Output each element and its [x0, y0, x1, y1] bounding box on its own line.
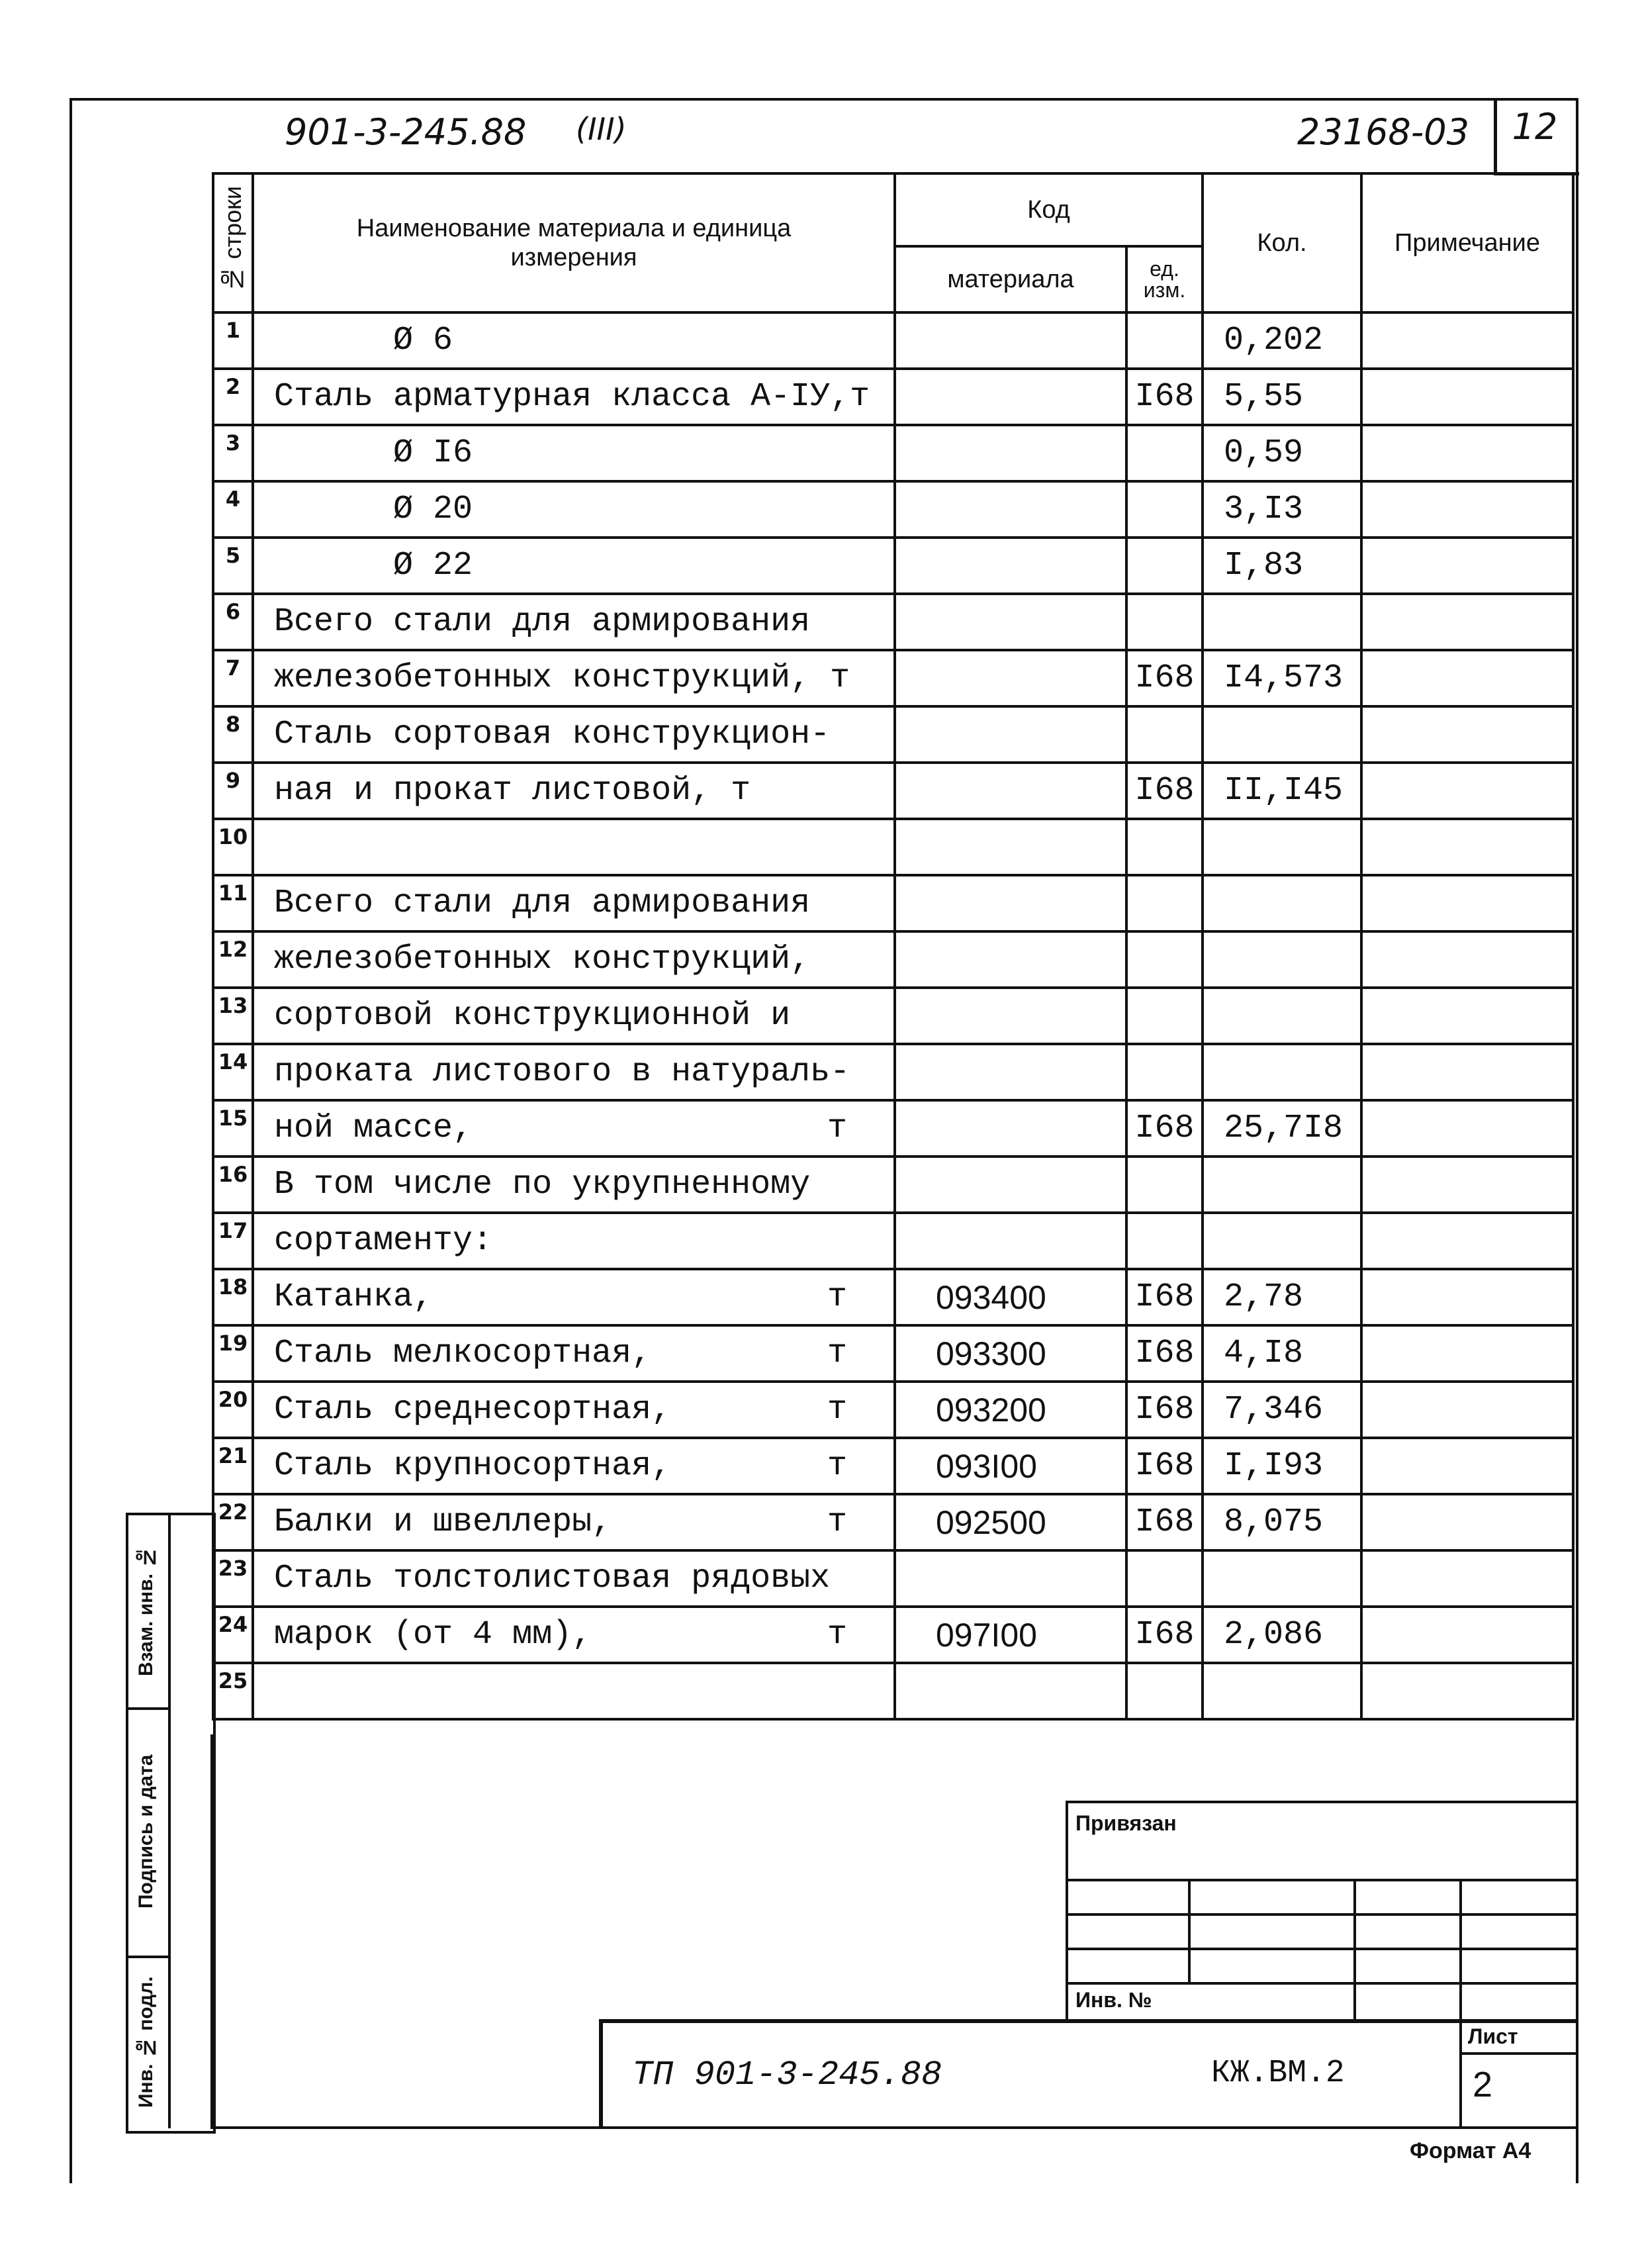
- table-row: [213, 1663, 1573, 1719]
- quantity: 0,202: [1203, 312, 1361, 369]
- material-code: [895, 1044, 1126, 1100]
- unit-code: [1126, 819, 1203, 875]
- table-row: [213, 594, 1573, 650]
- note: [1361, 650, 1573, 706]
- material-name: Ø 22: [393, 547, 473, 585]
- material-name-cell: [253, 1100, 895, 1157]
- table-row: [213, 988, 1573, 1044]
- row-number: 17: [213, 1213, 253, 1269]
- unit-code: I68: [1126, 1100, 1203, 1157]
- material-name-cell: [253, 1550, 895, 1607]
- material-name: ной массе,: [274, 1110, 473, 1147]
- material-code: [895, 763, 1126, 819]
- quantity: I,83: [1203, 538, 1361, 594]
- material-unit-suffix: т: [827, 1616, 847, 1654]
- note: [1361, 763, 1573, 819]
- material-name: марок (от 4 мм),: [274, 1616, 592, 1654]
- frame-left-border: [69, 98, 72, 2183]
- material-name: Ø I6: [393, 434, 473, 472]
- page-number: 12: [1512, 106, 1558, 148]
- material-name-cell: [253, 875, 895, 931]
- row-number: 7: [213, 650, 253, 706]
- table-row: [213, 1607, 1573, 1663]
- inv-label: Инв. №: [1075, 1988, 1152, 2012]
- material-name: сортаменту:: [274, 1222, 493, 1260]
- header-material-name: Наименование материала и единица измерения: [253, 173, 895, 312]
- material-code: 093300: [895, 1325, 1126, 1382]
- material-name: ная и прокат листовой, т: [274, 772, 751, 810]
- row-number: 11: [213, 875, 253, 931]
- material-name-cell: [253, 1213, 895, 1269]
- header-note: Примечание: [1361, 173, 1573, 312]
- material-name-cell: [253, 988, 895, 1044]
- quantity: [1203, 931, 1361, 988]
- material-code: [895, 312, 1126, 369]
- material-code: [895, 819, 1126, 875]
- format-label: Формат А4: [1410, 2138, 1531, 2163]
- archive-number: 23168-03: [1297, 111, 1469, 153]
- attached-div-3: [1459, 1879, 1462, 2126]
- unit-code: [1126, 312, 1203, 369]
- material-code: 097I00: [895, 1607, 1126, 1663]
- volume-mark: (III): [576, 111, 627, 147]
- material-name: Всего стали для армирования: [274, 603, 811, 641]
- table-row: [213, 481, 1573, 538]
- material-name-cell: [253, 1044, 895, 1100]
- material-name-cell: [253, 1494, 895, 1550]
- material-unit-suffix: т: [827, 1110, 847, 1147]
- attached-line-3: [1066, 1948, 1577, 1950]
- table-row: [213, 1044, 1573, 1100]
- material-name: Всего стали для армирования: [274, 884, 811, 922]
- note: [1361, 1663, 1573, 1719]
- quantity: [1203, 1157, 1361, 1213]
- note: [1361, 706, 1573, 763]
- row-number: 6: [213, 594, 253, 650]
- row-number: 10: [213, 819, 253, 875]
- sheet-code: КЖ.ВМ.2: [1211, 2055, 1345, 2091]
- sheet-label: Лист: [1468, 2024, 1518, 2048]
- main-stamp-left: [599, 2019, 603, 2126]
- unit-code: [1126, 1663, 1203, 1719]
- note: [1361, 1607, 1573, 1663]
- table-row: [213, 931, 1573, 988]
- frame-inner-left: [210, 1734, 213, 2128]
- material-name-cell: [253, 594, 895, 650]
- attached-line-2: [1066, 1913, 1577, 1916]
- material-code: [895, 594, 1126, 650]
- quantity: 4,I8: [1203, 1325, 1361, 1382]
- material-name-cell: [253, 1607, 895, 1663]
- attached-div-1: [1188, 1879, 1191, 1982]
- side-field-sign-date: [128, 1707, 171, 1958]
- note: [1361, 481, 1573, 538]
- material-code: 093400: [895, 1269, 1126, 1325]
- row-number: 21: [213, 1438, 253, 1494]
- material-name-cell: [253, 1269, 895, 1325]
- material-name-cell: [253, 538, 895, 594]
- quantity: [1203, 594, 1361, 650]
- material-name: Ø 6: [393, 322, 453, 359]
- unit-code: [1126, 1044, 1203, 1100]
- row-number: 15: [213, 1100, 253, 1157]
- note: [1361, 594, 1573, 650]
- unit-code: I68: [1126, 1382, 1203, 1438]
- unit-code: I68: [1126, 1494, 1203, 1550]
- row-number: 5: [213, 538, 253, 594]
- note: [1361, 1100, 1573, 1157]
- doc-code: 901-3-245.88: [285, 111, 527, 153]
- material-code: [895, 931, 1126, 988]
- quantity: II,I45: [1203, 763, 1361, 819]
- note: [1361, 1438, 1573, 1494]
- row-number: 4: [213, 481, 253, 538]
- header-code: Код: [895, 173, 1203, 246]
- material-code: [895, 875, 1126, 931]
- frame-top-border: [69, 98, 1577, 101]
- row-number: 12: [213, 931, 253, 988]
- material-name-cell: [253, 819, 895, 875]
- header-row-number: № строки: [213, 173, 253, 312]
- unit-code: I68: [1126, 1607, 1203, 1663]
- table-row: [213, 1269, 1573, 1325]
- table-row: [213, 1157, 1573, 1213]
- row-number: 16: [213, 1157, 253, 1213]
- unit-code: [1126, 706, 1203, 763]
- material-name: Сталь мелкосортная,: [274, 1335, 652, 1372]
- table-row: [213, 369, 1573, 425]
- side-field-orig-inv: [128, 1956, 171, 2128]
- unit-code: I68: [1126, 763, 1203, 819]
- quantity: [1203, 706, 1361, 763]
- unit-code: [1126, 988, 1203, 1044]
- row-number: 22: [213, 1494, 253, 1550]
- side-stamp: [126, 1513, 216, 2134]
- table-row: [213, 706, 1573, 763]
- note: [1361, 1044, 1573, 1100]
- table-row: [213, 538, 1573, 594]
- header-code-unit: ед. изм.: [1126, 246, 1203, 312]
- quantity: 2,78: [1203, 1269, 1361, 1325]
- sheet-box-divider: [1459, 2052, 1577, 2055]
- note: [1361, 1157, 1573, 1213]
- header-quantity: Кол.: [1203, 173, 1361, 312]
- quantity: [1203, 988, 1361, 1044]
- quantity: [1203, 819, 1361, 875]
- material-code: 093I00: [895, 1438, 1126, 1494]
- material-unit-suffix: т: [827, 1335, 847, 1372]
- row-number: 13: [213, 988, 253, 1044]
- material-code: 092500: [895, 1494, 1126, 1550]
- side-label-orig-inv: Инв. № подл.: [135, 1976, 157, 2108]
- side-label-sign-date: Подпись и дата: [135, 1754, 157, 1909]
- material-code: [895, 425, 1126, 481]
- quantity: 2,086: [1203, 1607, 1361, 1663]
- unit-code: [1126, 1157, 1203, 1213]
- material-name: Ø 20: [393, 491, 473, 528]
- quantity: [1203, 1213, 1361, 1269]
- row-number: 25: [213, 1663, 253, 1719]
- material-name-cell: [253, 1438, 895, 1494]
- table-row: [213, 312, 1573, 369]
- material-name-cell: [253, 1325, 895, 1382]
- note: [1361, 369, 1573, 425]
- unit-code: [1126, 538, 1203, 594]
- unit-code: I68: [1126, 1325, 1203, 1382]
- materials-table-body: [213, 312, 1573, 1719]
- material-name: сортовой конструкционной и: [274, 997, 791, 1035]
- material-code: [895, 988, 1126, 1044]
- unit-code: [1126, 425, 1203, 481]
- quantity: [1203, 1044, 1361, 1100]
- material-name: В том числе по укрупненному: [274, 1166, 811, 1204]
- material-unit-suffix: т: [827, 1503, 847, 1541]
- note: [1361, 1550, 1573, 1607]
- material-code: [895, 1550, 1126, 1607]
- unit-code: [1126, 481, 1203, 538]
- note: [1361, 819, 1573, 875]
- unit-code: [1126, 1213, 1203, 1269]
- material-code: [895, 1100, 1126, 1157]
- note: [1361, 312, 1573, 369]
- note: [1361, 1382, 1573, 1438]
- material-code: [895, 706, 1126, 763]
- frame-bottom: [210, 2126, 1577, 2129]
- quantity: 0,59: [1203, 425, 1361, 481]
- row-number: 18: [213, 1269, 253, 1325]
- material-name-cell: [253, 1157, 895, 1213]
- material-code: [895, 369, 1126, 425]
- material-name: Сталь толстолистовая рядовых: [274, 1560, 831, 1597]
- attached-line-4: [1066, 1982, 1577, 1985]
- material-name: Сталь арматурная класса А-IУ,т: [274, 378, 870, 416]
- sheet-number: 2: [1473, 2065, 1493, 2104]
- attached-block-left: [1066, 1801, 1068, 2020]
- table-row: [213, 875, 1573, 931]
- row-number: 19: [213, 1325, 253, 1382]
- row-number: 14: [213, 1044, 253, 1100]
- quantity: 5,55: [1203, 369, 1361, 425]
- row-number: 2: [213, 369, 253, 425]
- attached-block-top: [1066, 1801, 1577, 1803]
- unit-code: [1126, 1550, 1203, 1607]
- row-number: 20: [213, 1382, 253, 1438]
- material-name-cell: [253, 1663, 895, 1719]
- table-row: [213, 1213, 1573, 1269]
- row-number: 8: [213, 706, 253, 763]
- unit-code: [1126, 594, 1203, 650]
- note: [1361, 1269, 1573, 1325]
- table-row: [213, 1550, 1573, 1607]
- row-number: 1: [213, 312, 253, 369]
- header-code-material: материала: [895, 246, 1126, 312]
- material-name-cell: [253, 763, 895, 819]
- table-row: [213, 763, 1573, 819]
- table-row: [213, 1494, 1573, 1550]
- material-name: железобетонных конструкций,: [274, 941, 811, 978]
- material-name-cell: [253, 1382, 895, 1438]
- side-field-replaced-inv: [128, 1515, 171, 1710]
- table-row: [213, 1382, 1573, 1438]
- material-unit-suffix: т: [827, 1391, 847, 1429]
- unit-code: [1126, 931, 1203, 988]
- note: [1361, 875, 1573, 931]
- table-row: [213, 1438, 1573, 1494]
- material-name-cell: [253, 931, 895, 988]
- table-row: [213, 1100, 1573, 1157]
- attached-line-1: [1066, 1879, 1577, 1881]
- material-code: [895, 650, 1126, 706]
- material-name: Сталь крупносортная,: [274, 1447, 672, 1485]
- quantity: 3,I3: [1203, 481, 1361, 538]
- main-stamp-top: [599, 2019, 1577, 2023]
- table-row: [213, 425, 1573, 481]
- unit-code: I68: [1126, 650, 1203, 706]
- note: [1361, 538, 1573, 594]
- row-number: 24: [213, 1607, 253, 1663]
- material-name: Сталь среднесортная,: [274, 1391, 672, 1429]
- material-code: [895, 1213, 1126, 1269]
- note: [1361, 1325, 1573, 1382]
- unit-code: I68: [1126, 1269, 1203, 1325]
- row-number: 9: [213, 763, 253, 819]
- quantity: 8,075: [1203, 1494, 1361, 1550]
- material-name: Сталь сортовая конструкцион-: [274, 716, 831, 753]
- attached-label: Привязан: [1075, 1811, 1177, 1835]
- quantity: 25,7I8: [1203, 1100, 1361, 1157]
- material-code: 093200: [895, 1382, 1126, 1438]
- material-code: [895, 1157, 1126, 1213]
- table-row: [213, 1325, 1573, 1382]
- material-name: проката листового в натураль-: [274, 1053, 850, 1091]
- quantity: I,I93: [1203, 1438, 1361, 1494]
- row-number: 23: [213, 1550, 253, 1607]
- unit-code: I68: [1126, 369, 1203, 425]
- frame-right-border: [1576, 98, 1578, 2183]
- note: [1361, 1494, 1573, 1550]
- project-code: ТП 901-3-245.88: [632, 2055, 942, 2095]
- material-code: [895, 1663, 1126, 1719]
- quantity: [1203, 1663, 1361, 1719]
- material-name-cell: [253, 481, 895, 538]
- material-code: [895, 481, 1126, 538]
- quantity: 7,346: [1203, 1382, 1361, 1438]
- note: [1361, 1213, 1573, 1269]
- material-name: Балки и швеллеры,: [274, 1503, 612, 1541]
- material-unit-suffix: т: [827, 1447, 847, 1485]
- note: [1361, 931, 1573, 988]
- quantity: [1203, 875, 1361, 931]
- materials-table: [212, 172, 1574, 1721]
- material-name-cell: [253, 706, 895, 763]
- material-name-cell: [253, 312, 895, 369]
- material-name: железобетонных конструкций, т: [274, 659, 850, 697]
- material-name-cell: [253, 425, 895, 481]
- material-name-cell: [253, 650, 895, 706]
- table-row: [213, 819, 1573, 875]
- table-row: [213, 650, 1573, 706]
- unit-code: [1126, 875, 1203, 931]
- material-unit-suffix: т: [827, 1278, 847, 1316]
- note: [1361, 988, 1573, 1044]
- unit-code: I68: [1126, 1438, 1203, 1494]
- quantity: I4,573: [1203, 650, 1361, 706]
- note: [1361, 425, 1573, 481]
- material-code: [895, 538, 1126, 594]
- row-number: 3: [213, 425, 253, 481]
- attached-div-2: [1353, 1879, 1356, 2020]
- material-name: Катанка,: [274, 1278, 433, 1316]
- quantity: [1203, 1550, 1361, 1607]
- material-name-cell: [253, 369, 895, 425]
- side-label-replaced-inv: Взам. инв. №: [135, 1546, 157, 1677]
